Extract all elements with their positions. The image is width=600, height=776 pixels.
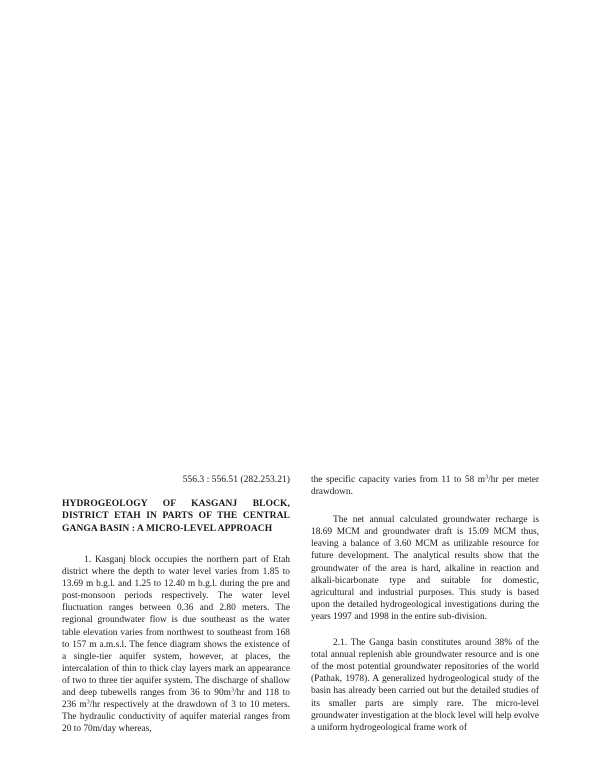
- paragraph-1-text-c: /hr respectively at the drawdown of 3 to 10 meters. The hydraulic conductivity of aquifer material ranges from 20 to 70m/day whereas,: [62, 700, 290, 735]
- paragraph-3: 2.1. The Ganga basin constitutes around 38% of the total annual replenish able groundwater resource and is one of the most potential groundwater repositories of the world (Pathak, 1978). A generalized hydrogeological study of the basin has already been carried out but the detailed studies of its smaller parts are simply rare. The micro-level groundwater investigation at the block level will help evolve a uniform hydrogeological frame work of: [311, 638, 539, 733]
- right-column: [311, 474, 539, 734]
- left-column: [62, 474, 290, 735]
- udc-code: 556.3 : 556.51 (282.253.21): [182, 474, 290, 485]
- superscript-cubed: 3: [230, 687, 234, 694]
- paragraph-1-continuation: [311, 474, 539, 498]
- article-title: HYDROGEOLOGY OF KASGANJ BLOCK, DISTRICT ETAH IN PARTS OF THE CENTRAL GANGA BASIN : A MICRO-LEVEL APPROACH: [62, 499, 290, 534]
- continuation-text-b: /hr per meter drawdown.: [311, 475, 539, 498]
- paragraph-1-text-a: 1. Kasganj block occupies the northern part of Etah district where the depth to water level varies from 1.85 to 13.69 m b.g.l. and 1.25 to 12.40 m b.g.l. during the pre and post-monsoon periods respectively. The water level fluctuation ranges between 0.36 and 2.80 meters. The regional groundwater flow is due southeast as the water table elevation varies from northwest to southeast from 168 to 157 m a.m.s.l. The fence diagram shows the existence of a single-tier aquifer system, however, at places, the intercalation of thin to thick clay layers mark an appearance of two to three tier aquifer system. The discharge of shallow and deep tubewells ranges from 36 to 90m: [62, 554, 290, 699]
- superscript-cubed: 3: [86, 699, 90, 706]
- paragraph-1-text-b: /hr and 118 to 236 m: [62, 688, 290, 711]
- continuation-text-a: the specific capacity varies from 11 to 58 m: [311, 475, 486, 485]
- paragraph-1: [62, 554, 290, 735]
- superscript-cubed: 3: [485, 474, 489, 481]
- paragraph-2: The net annual calculated groundwater recharge is 18.69 MCM and groundwater draft is 15.09 MCM thus, leaving a balance of 3.60 MCM as utilizable resource for future development. The analytical results show that the groundwater of the area is hard, alkaline in reaction and alkali-bicarbonate type and suitable for domestic, agricultural and industrial purposes. This study is based upon the detailed hydrogeological investigations during the years 1997 and 1998 in the entire sub-division.: [311, 515, 539, 622]
